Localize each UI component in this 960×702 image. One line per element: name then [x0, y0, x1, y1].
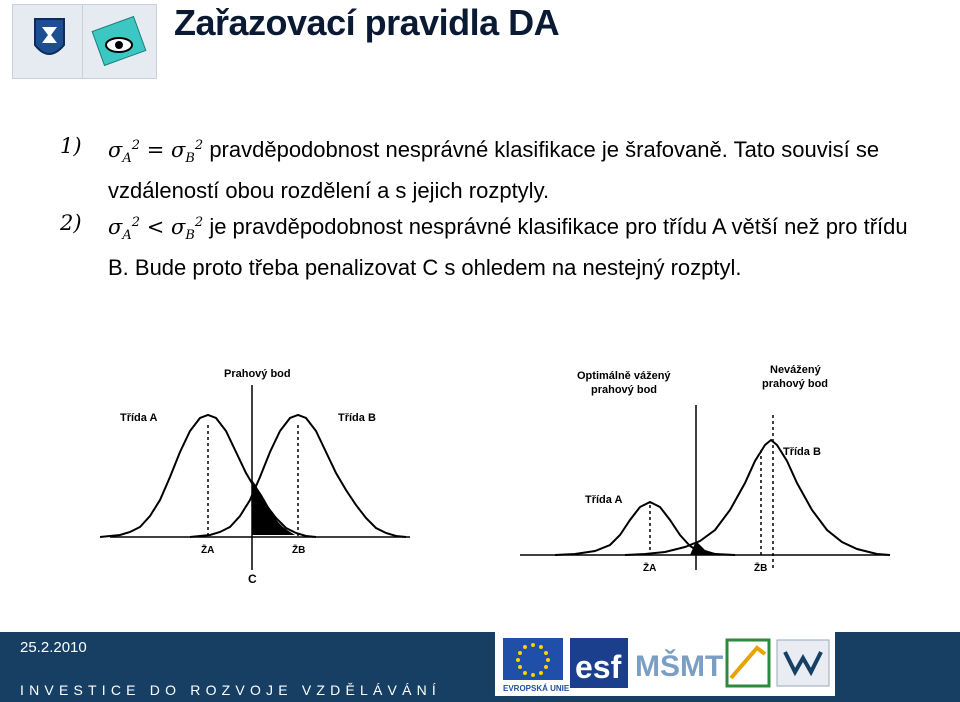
- slide-title: Zařazovací pravidla DA: [174, 2, 560, 43]
- item-text: je pravděpodobnost nesprávné klasifikace pro třídu A větší než pro třídu B. Bude proto třeba penalizovat C s ohledem na nestejný rozptyl.: [108, 214, 908, 281]
- equal-variance-figure: [90, 355, 440, 590]
- variance-equality-formula: $\sigma_A^2 = \sigma_B^2$: [108, 138, 204, 167]
- opvk-logo: [727, 640, 769, 686]
- page-number: 15: [910, 670, 926, 686]
- class-b-curve: [625, 440, 890, 555]
- svg-text:EVROPSKÁ UNIE: EVROPSKÁ UNIE: [503, 684, 570, 693]
- weighted-threshold-label-line-2: prahový bod: [591, 384, 658, 396]
- threshold-label: Prahový bod: [224, 368, 291, 380]
- item-number: 1): [60, 134, 82, 158]
- unweighted-threshold-label-line-2: prahový bod: [762, 378, 829, 390]
- cutoff-c-label: C: [248, 572, 257, 586]
- weighted-threshold-label: Optimálně vážený: [577, 370, 671, 382]
- university-logo: [12, 4, 87, 79]
- rule-item-1: [60, 130, 920, 207]
- class-a-label: Třída A: [585, 494, 623, 506]
- esf-logo: [570, 638, 628, 688]
- unequal-variance-figure: [515, 355, 895, 590]
- footer-date: 25.2.2010: [20, 639, 87, 656]
- unweighted-threshold-label: Nevážený: [770, 364, 821, 376]
- class-a-label: Třída A: [120, 412, 158, 424]
- msmt-logo: [635, 649, 723, 683]
- eu-flag-logo: [503, 638, 570, 693]
- sponsor-logos: [495, 632, 835, 696]
- svg-text:MŠMT: MŠMT: [635, 650, 724, 683]
- item-text: pravděpodobnost nesprávné klasifikace je šrafovaně. Tato souvisí se vzdáleností obou rozdělení a s jejich rozptyly.: [108, 137, 880, 204]
- mean-b-label: Z̄B: [292, 545, 306, 556]
- footer-motto: INVESTICE DO ROZVOJE VZDĚLÁVÁNÍ: [20, 682, 442, 698]
- slide-body: [60, 130, 920, 284]
- header: [0, 0, 960, 92]
- university-footer-logo: [777, 640, 829, 686]
- rule-item-2: [60, 207, 920, 284]
- faculty-logo: [82, 4, 157, 79]
- class-b-label: Třída B: [338, 412, 376, 424]
- mean-b-label: Z̄B: [754, 563, 768, 574]
- mean-a-label: Z̄A: [201, 545, 215, 556]
- item-number: 2): [60, 211, 82, 236]
- svg-text:esf: esf: [575, 649, 622, 685]
- mean-a-label: Z̄A: [643, 563, 657, 574]
- class-a-curve: [555, 502, 735, 555]
- class-b-label: Třída B: [783, 446, 821, 458]
- variance-inequality-formula: $\sigma_A^2 < \sigma_B^2$: [108, 215, 204, 244]
